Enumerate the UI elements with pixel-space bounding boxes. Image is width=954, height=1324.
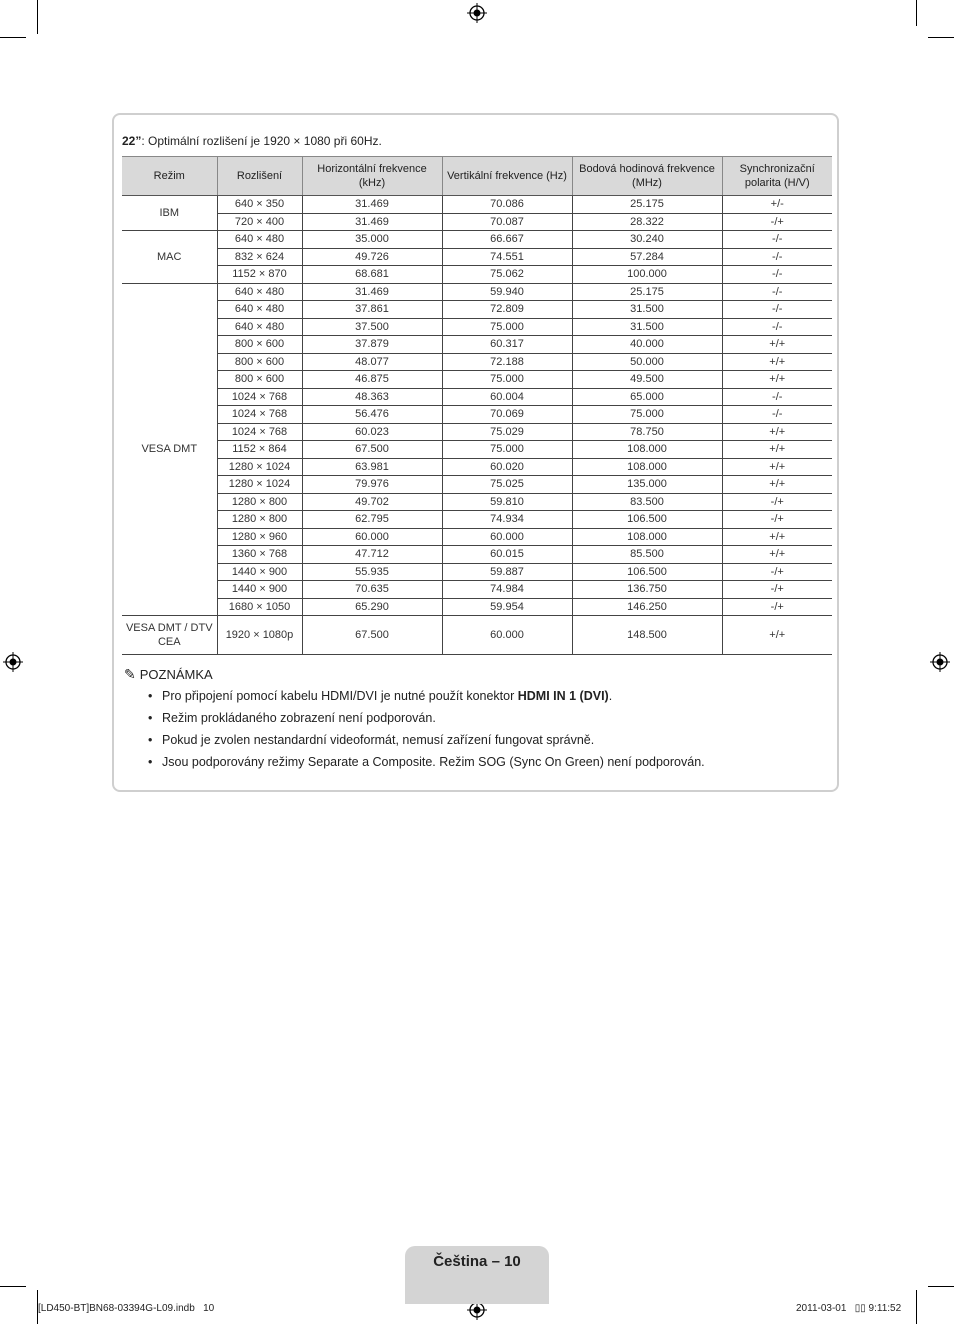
table-cell: 60.000 [442, 616, 572, 655]
note-text: . [608, 689, 613, 703]
column-header: Vertikální frekvence (Hz) [442, 157, 572, 196]
table-cell: +/+ [722, 353, 832, 371]
table-cell: 108.000 [572, 441, 722, 459]
mode-cell: IBM [122, 196, 217, 231]
table-cell: 832 × 624 [217, 248, 302, 266]
table-row [122, 546, 832, 564]
table-cell: 75.000 [572, 406, 722, 424]
table-cell: 62.795 [302, 511, 442, 529]
table-cell: -/- [722, 318, 832, 336]
table-cell: 640 × 350 [217, 196, 302, 214]
note-text: Pro připojení pomocí kabelu HDMI/DVI je nutné použít konektor [162, 689, 518, 703]
table-cell: 60.023 [302, 423, 442, 441]
note-title: POZNÁMKA [139, 667, 213, 682]
table-cell: -/- [722, 301, 832, 319]
table-cell: 75.000 [442, 441, 572, 459]
bullet: • [148, 733, 153, 747]
table-cell: 30.240 [572, 231, 722, 249]
table-cell: 75.025 [442, 476, 572, 494]
table-cell: 47.712 [302, 546, 442, 564]
table-row [122, 476, 832, 494]
table-cell: 135.000 [572, 476, 722, 494]
table-cell: 75.000 [442, 371, 572, 389]
table-cell: 40.000 [572, 336, 722, 354]
table-cell: 70.069 [442, 406, 572, 424]
table-cell: 31.500 [572, 318, 722, 336]
table-cell: 70.087 [442, 213, 572, 231]
list-item [146, 732, 705, 754]
table-cell: 31.469 [302, 283, 442, 301]
table-cell: 800 × 600 [217, 371, 302, 389]
crop-mark [916, 0, 917, 26]
crop-mark [928, 37, 954, 38]
table-row [122, 406, 832, 424]
column-header: Horizontální frekvence (kHz) [302, 157, 442, 196]
table-cell: +/+ [722, 546, 832, 564]
table-cell: 136.750 [572, 581, 722, 599]
table-cell: 49.500 [572, 371, 722, 389]
bullet: • [148, 711, 153, 725]
table-cell: +/+ [722, 528, 832, 546]
registration-mark-icon [3, 652, 23, 672]
table-row [122, 616, 832, 655]
table-cell: -/- [722, 283, 832, 301]
crop-mark [928, 1286, 954, 1287]
table-cell: 800 × 600 [217, 336, 302, 354]
table-cell: 50.000 [572, 353, 722, 371]
table-cell: 59.954 [442, 598, 572, 616]
table-cell: 1440 × 900 [217, 581, 302, 599]
table-row [122, 266, 832, 284]
table-cell: +/+ [722, 616, 832, 655]
table-cell: 70.086 [442, 196, 572, 214]
table-row [122, 511, 832, 529]
page-number-tab [405, 1246, 549, 1304]
table-cell: 1280 × 800 [217, 493, 302, 511]
table-cell: 640 × 480 [217, 231, 302, 249]
page-language: Čeština [433, 1253, 488, 1270]
crop-mark [916, 1290, 917, 1324]
table-cell: 1280 × 960 [217, 528, 302, 546]
table-cell: 108.000 [572, 528, 722, 546]
column-header: Rozlišení [217, 157, 302, 196]
table-cell: 79.976 [302, 476, 442, 494]
list-item [146, 688, 705, 710]
table-row [122, 283, 832, 301]
footer-file-info: [LD450-BT]BN68-03394G-L09.indb 10 [38, 1303, 215, 1314]
table-cell: 72.188 [442, 353, 572, 371]
table-cell: 60.015 [442, 546, 572, 564]
table-cell: 68.681 [302, 266, 442, 284]
table-cell: 75.000 [442, 318, 572, 336]
table-cell: 55.935 [302, 563, 442, 581]
note-list [146, 688, 705, 776]
bullet: • [148, 689, 153, 703]
table-cell: 56.476 [302, 406, 442, 424]
table-cell: -/- [722, 248, 832, 266]
table-cell: 640 × 480 [217, 283, 302, 301]
table-cell: 1680 × 1050 [217, 598, 302, 616]
pencil-icon: ✎ [124, 666, 136, 682]
table-row [122, 528, 832, 546]
footer-timestamp: 2011-03-01 ▯▯ 9:11:52 [796, 1303, 902, 1314]
table-cell: 67.500 [302, 616, 442, 655]
table-cell: 60.000 [442, 528, 572, 546]
table-cell: 65.290 [302, 598, 442, 616]
table-cell: 1152 × 870 [217, 266, 302, 284]
table-cell: 70.635 [302, 581, 442, 599]
registration-mark-icon [467, 3, 487, 23]
table-cell: 67.500 [302, 441, 442, 459]
table-cell: -/+ [722, 511, 832, 529]
table-cell: +/+ [722, 476, 832, 494]
note-emphasis: HDMI IN 1 (DVI) [517, 689, 609, 703]
table-cell: +/+ [722, 458, 832, 476]
table-cell: 85.500 [572, 546, 722, 564]
screen-size: 22” [122, 134, 142, 148]
table-cell: -/+ [722, 598, 832, 616]
section-heading [122, 134, 382, 148]
page-number: 10 [504, 1253, 521, 1270]
table-cell: 640 × 480 [217, 301, 302, 319]
table-cell: 31.469 [302, 196, 442, 214]
table-cell: 60.004 [442, 388, 572, 406]
table-cell: 60.020 [442, 458, 572, 476]
crop-mark [0, 1286, 26, 1287]
table-row [122, 248, 832, 266]
table-cell: 1152 × 864 [217, 441, 302, 459]
table-cell: +/+ [722, 441, 832, 459]
table-cell: 78.750 [572, 423, 722, 441]
table-cell: 63.981 [302, 458, 442, 476]
note-heading [124, 666, 213, 683]
table-row [122, 196, 832, 214]
table-cell: 1920 × 1080p [217, 616, 302, 655]
crop-mark [0, 37, 26, 38]
note-text: Pokud je zvolen nestandardní videoformát, nemusí zařízení fungovat správně. [162, 733, 595, 747]
table-row [122, 318, 832, 336]
table-cell: 640 × 480 [217, 318, 302, 336]
table-cell: 25.175 [572, 283, 722, 301]
table-cell: -/+ [722, 581, 832, 599]
table-cell: 49.702 [302, 493, 442, 511]
table-cell: 72.809 [442, 301, 572, 319]
column-header: Bodová hodinová frekvence (MHz) [572, 157, 722, 196]
table-row [122, 301, 832, 319]
display-modes-table [122, 156, 832, 655]
table-row [122, 441, 832, 459]
table-cell: 1360 × 768 [217, 546, 302, 564]
list-item [146, 754, 705, 776]
table-cell: 100.000 [572, 266, 722, 284]
table-header-row [122, 157, 832, 196]
table-cell: 1024 × 768 [217, 423, 302, 441]
column-header: Režim [122, 157, 217, 196]
mode-cell: VESA DMT [122, 283, 217, 616]
table-cell: 59.940 [442, 283, 572, 301]
table-body [122, 196, 832, 655]
table-row [122, 423, 832, 441]
table-cell: 106.500 [572, 511, 722, 529]
table-cell: 1280 × 1024 [217, 458, 302, 476]
table-cell: 48.363 [302, 388, 442, 406]
table-row [122, 493, 832, 511]
table-cell: 1280 × 1024 [217, 476, 302, 494]
note-text: Jsou podporovány režimy Separate a Composite. Režim SOG (Sync On Green) není podporován. [162, 755, 705, 769]
table-row [122, 581, 832, 599]
table-cell: 1024 × 768 [217, 388, 302, 406]
table-cell: 74.551 [442, 248, 572, 266]
table-cell: +/+ [722, 423, 832, 441]
table-cell: 1280 × 800 [217, 511, 302, 529]
table-cell: 31.469 [302, 213, 442, 231]
table-cell: 65.000 [572, 388, 722, 406]
table-cell: 60.317 [442, 336, 572, 354]
table-cell: -/+ [722, 213, 832, 231]
table-cell: 1440 × 900 [217, 563, 302, 581]
table-cell: 37.879 [302, 336, 442, 354]
table-cell: 25.175 [572, 196, 722, 214]
table-cell: 74.984 [442, 581, 572, 599]
list-item [146, 710, 705, 732]
table-row [122, 353, 832, 371]
table-row [122, 371, 832, 389]
table-cell: 59.887 [442, 563, 572, 581]
table-cell: 83.500 [572, 493, 722, 511]
table-cell: 108.000 [572, 458, 722, 476]
heading-text: : Optimální rozlišení je 1920 × 1080 při 60Hz. [141, 134, 382, 148]
table-cell: 74.934 [442, 511, 572, 529]
table-cell: 148.500 [572, 616, 722, 655]
column-header: Synchronizační polarita (H/V) [722, 157, 832, 196]
table-cell: -/- [722, 388, 832, 406]
table-cell: 60.000 [302, 528, 442, 546]
table-row [122, 213, 832, 231]
table-cell: 66.667 [442, 231, 572, 249]
table-row [122, 458, 832, 476]
table-cell: 75.062 [442, 266, 572, 284]
table-cell: -/- [722, 266, 832, 284]
table-row [122, 598, 832, 616]
crop-mark [37, 0, 38, 34]
table-cell: 37.861 [302, 301, 442, 319]
note-text: Režim prokládaného zobrazení není podporován. [162, 711, 436, 725]
table-row [122, 563, 832, 581]
table-row [122, 336, 832, 354]
table-cell: -/- [722, 406, 832, 424]
table-cell: 37.500 [302, 318, 442, 336]
table-cell: -/+ [722, 563, 832, 581]
table-cell: +/- [722, 196, 832, 214]
table-cell: 46.875 [302, 371, 442, 389]
table-cell: 800 × 600 [217, 353, 302, 371]
table-cell: 106.500 [572, 563, 722, 581]
table-cell: 146.250 [572, 598, 722, 616]
registration-mark-icon [930, 652, 950, 672]
table-cell: 35.000 [302, 231, 442, 249]
table-cell: 48.077 [302, 353, 442, 371]
table-cell: -/+ [722, 493, 832, 511]
table-row [122, 388, 832, 406]
table-cell: 28.322 [572, 213, 722, 231]
mode-cell: MAC [122, 231, 217, 284]
table-cell: 57.284 [572, 248, 722, 266]
table-cell: 31.500 [572, 301, 722, 319]
table-cell: 720 × 400 [217, 213, 302, 231]
table-cell: 1024 × 768 [217, 406, 302, 424]
table-cell: 49.726 [302, 248, 442, 266]
table-cell: 75.029 [442, 423, 572, 441]
bullet: • [148, 755, 153, 769]
table-cell: +/+ [722, 336, 832, 354]
page-separator: – [487, 1253, 505, 1270]
table-cell: +/+ [722, 371, 832, 389]
mode-cell: VESA DMT / DTV CEA [122, 616, 217, 655]
table-row [122, 231, 832, 249]
table-cell: -/- [722, 231, 832, 249]
table-cell: 59.810 [442, 493, 572, 511]
